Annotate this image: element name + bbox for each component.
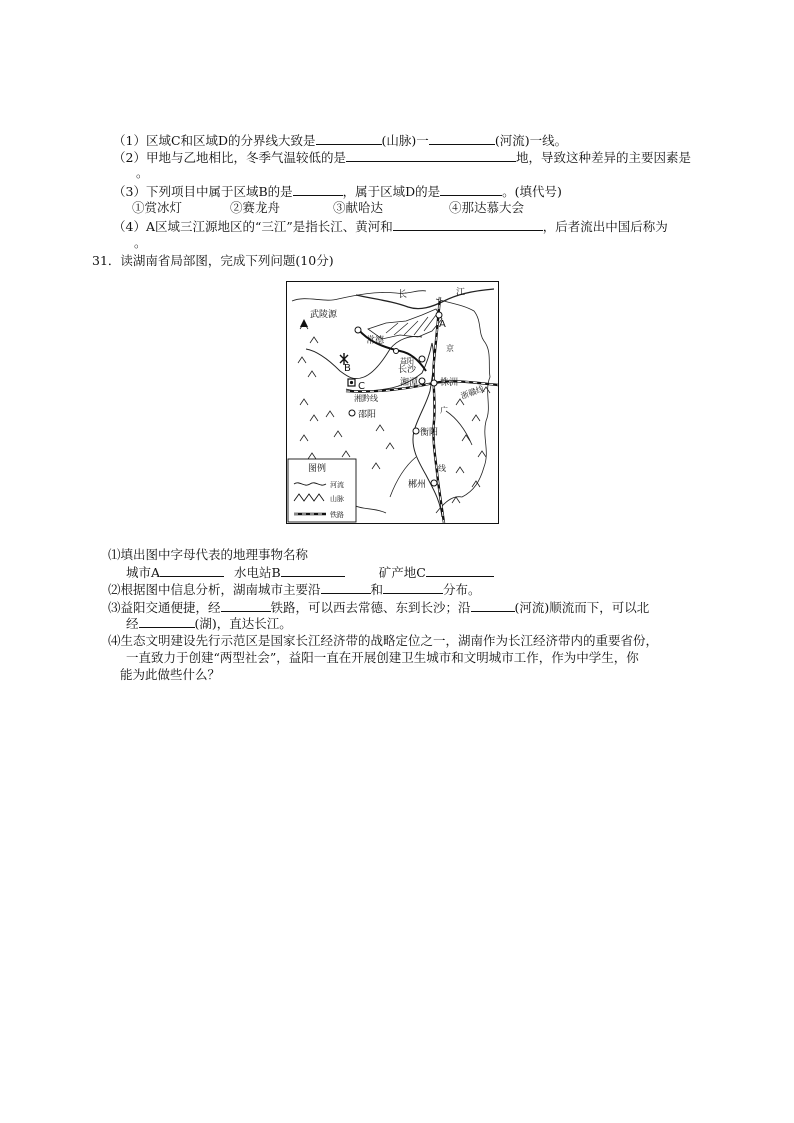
shaoyang-marker — [349, 410, 355, 416]
answer-blank[interactable] — [316, 132, 382, 145]
q30-part3-options — [132, 200, 524, 216]
q31-part1: ⑴填出图中字母代表的地理事物名称 — [108, 547, 309, 562]
map-label-jiang: 江 — [456, 288, 466, 298]
q31-part4-line2: 一直致力于创建“两型社会”，益阳一直在开展创建卫生城市和文明城市工作，作为中学生，你 — [126, 650, 639, 665]
map-label-zhegan: 浙赣线 — [459, 384, 486, 401]
q30-part4: （4）A区域三江源地区的“三江”是指长江、黄河和 ，后者流出中国后称为 — [113, 219, 668, 234]
legend-river-label: 河流 — [330, 481, 344, 489]
q30-part1: （1）区域C和区域D的分界线大致是 (山脉)一 (河流)一线。 — [113, 133, 568, 148]
answer-blank[interactable] — [393, 218, 543, 231]
option-1: ①赏冰灯 — [132, 200, 183, 215]
option-4: ④那达慕大会 — [449, 200, 525, 215]
map-label-b: B — [344, 363, 351, 374]
legend-title: 图例 — [308, 464, 327, 474]
answer-blank[interactable] — [321, 581, 371, 594]
q31-part4-line1: ⑷生态文明建设先行示范区是国家长江经济带的战略定位之一，湖南作为长江经济带内的重要省份， — [108, 633, 659, 648]
map-label-xiangqian: 湘黔线 — [354, 394, 378, 403]
answer-blank[interactable] — [139, 615, 195, 628]
map-label-zhuzhou: 株洲 — [440, 378, 459, 388]
chenzhou-marker — [431, 480, 437, 486]
map-label-wulingyuan: 武陵源 — [310, 310, 338, 320]
xiangtan-marker — [419, 378, 425, 384]
map-label-a: A — [439, 319, 446, 330]
answer-blank[interactable] — [429, 132, 495, 145]
answer-blank[interactable] — [281, 564, 345, 577]
map-label-jing: 京 — [446, 344, 454, 353]
map-label-guang: 广 — [440, 406, 448, 415]
map-label-changjiang: 长 — [398, 290, 408, 300]
map-label-shaoyang: 邵阳 — [358, 410, 377, 420]
yiyang-marker — [394, 349, 399, 354]
answer-blank[interactable] — [293, 183, 343, 196]
q30-part2-end: 。 — [136, 165, 149, 180]
option-2: ②赛龙舟 — [230, 200, 281, 215]
answer-blank[interactable] — [426, 564, 494, 577]
answer-blank[interactable] — [160, 564, 224, 577]
hengyang-marker — [413, 428, 419, 434]
answer-blank[interactable] — [383, 581, 443, 594]
q31-part3: ⑶益阳交通便捷，经 铁路，可以西去常德、东到长沙；沿 (河流)顺流而下，可以北 — [108, 600, 650, 615]
legend-railway-label: 铁路 — [330, 511, 344, 519]
q31-part1-items: 城市A 水电站B 矿产地C — [126, 564, 494, 581]
answer-blank[interactable] — [471, 599, 515, 612]
map-label-xian: 线 — [438, 464, 446, 473]
q31-part4-line3: 能为此做些什么？ — [120, 667, 221, 682]
map-label-yiyang: 益阳 — [400, 357, 414, 365]
map-label-xiangtan: 湘潭 — [400, 378, 419, 388]
q30-part4-end: 。 — [134, 235, 147, 250]
option-3: ③献哈达 — [333, 200, 384, 215]
map-label-hengyang: 衡阳 — [420, 428, 439, 438]
legend-mountain-label: 山脉 — [330, 495, 344, 503]
map-label-changde: 常德 — [366, 336, 385, 346]
changsha-marker — [419, 356, 425, 362]
map-label-changsha: 长沙 — [398, 365, 417, 375]
q31-part3-cont: 经 (湖)，直达长江。 — [126, 616, 292, 631]
city-a-marker — [436, 312, 442, 318]
map-legend — [288, 459, 356, 522]
zhuzhou-marker — [431, 380, 437, 386]
q31-title: 31．读湖南省局部图，完成下列问题(10分) — [92, 253, 334, 268]
changde-marker — [355, 327, 361, 333]
map-label-chenzhou: 郴州 — [408, 480, 427, 490]
answer-blank[interactable] — [221, 599, 271, 612]
answer-blank[interactable] — [440, 183, 502, 196]
hunan-map — [286, 281, 499, 524]
map-label-c: C — [358, 381, 365, 392]
q30-part2: （2）甲地与乙地相比，冬季气温较低的是 地，导致这种差异的主要因素是 — [113, 150, 691, 165]
answer-blank[interactable] — [346, 149, 516, 162]
q31-part2: ⑵根据图中信息分析，湖南城市主要沿 和 分布。 — [108, 582, 481, 597]
q30-part3: （3）下列项目中属于区域B的是 ，属于区域D的是 。(填代号) — [113, 184, 562, 199]
